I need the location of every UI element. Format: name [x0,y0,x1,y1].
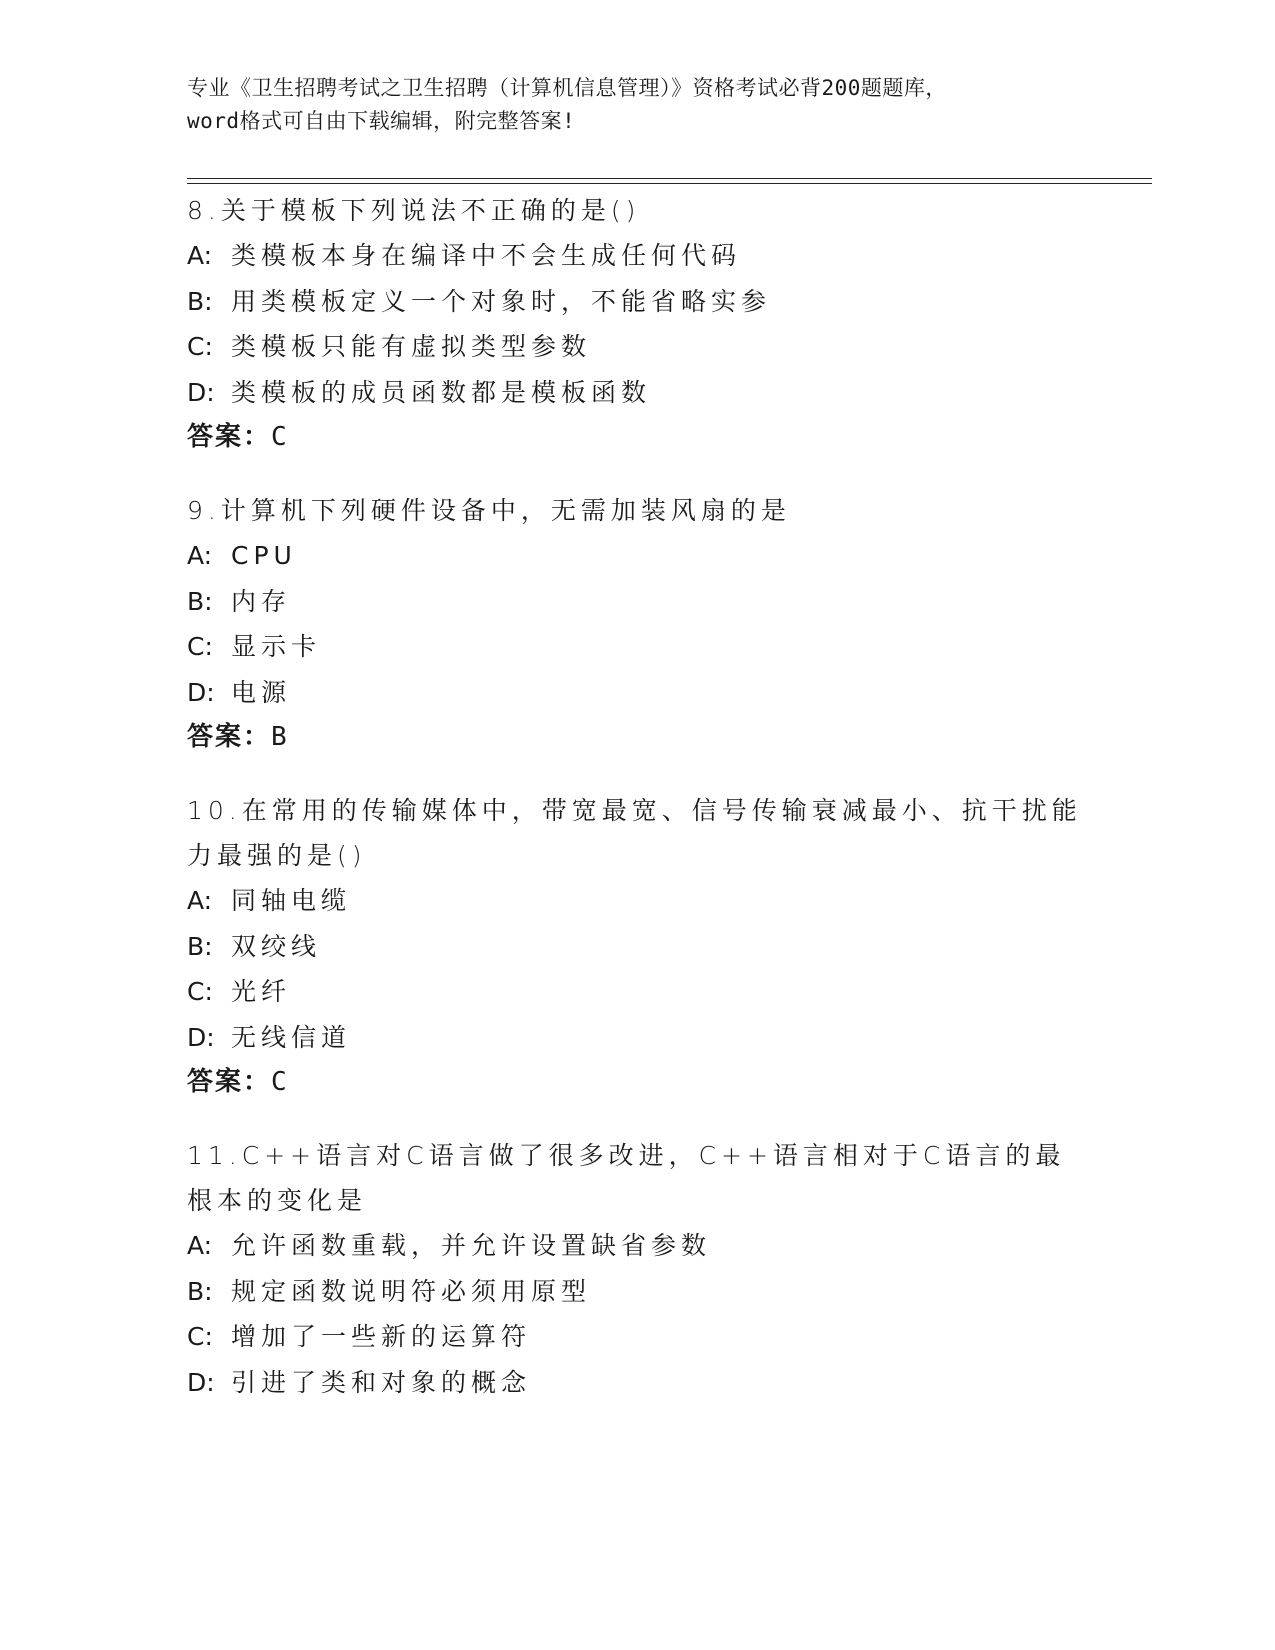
option-letter: D: [187,1367,215,1397]
option-a [187,878,1087,924]
answer-line [187,415,1087,460]
option-text: 增加了一些新的运算符 [231,1322,532,1351]
option-c [187,624,1087,670]
question-9 [187,488,1087,760]
option-text: 允许函数重载，并允许设置缺省参数 [231,1231,712,1260]
answer-line [187,1060,1087,1105]
option-letter: A: [187,886,213,915]
answer-label: 答案： [187,1067,272,1097]
option-letter: B: [187,1276,213,1306]
option-letter: C: [187,977,213,1006]
option-text: 类模板本身在编译中不会生成任何代码 [231,241,742,270]
answer-line [187,715,1087,760]
option-d [187,1360,1087,1406]
option-letter: D: [187,1022,215,1052]
option-a [187,233,1087,279]
question-8 [187,188,1087,460]
answer-value: C [271,422,289,452]
option-letter: C: [187,632,213,661]
question-stem: 11.C++语言对C语言做了很多改进，C++语言相对于C语言的最根本的变化是 [187,1141,1066,1215]
header-line-2: word格式可自由下载编辑，附完整答案! [187,109,576,133]
question-stem: 9.计算机下列硬件设备中，无需加装风扇的是 [187,496,791,525]
option-letter: B: [187,931,213,961]
option-text: 显示卡 [231,632,322,661]
option-letter: D: [187,377,215,407]
option-c [187,324,1087,370]
answer-label: 答案： [187,422,272,452]
option-d [187,370,1087,416]
header-line-1: 专业《卫生招聘考试之卫生招聘（计算机信息管理）》资格考试必背200题题库， [187,76,947,100]
option-letter: D: [187,677,215,707]
option-text: CPU [231,541,297,570]
option-text: 类模板只能有虚拟类型参数 [231,332,592,361]
option-c [187,969,1087,1015]
option-text: 用类模板定义一个对象时，不能省略实参 [231,286,772,316]
option-text: 引进了类和对象的概念 [231,1367,532,1397]
option-text: 电源 [231,677,292,707]
option-letter: C: [187,1322,213,1351]
option-text: 光纤 [231,977,292,1006]
answer-value: B [271,722,289,752]
option-letter: A: [187,1231,213,1260]
option-letter: C: [187,332,213,361]
option-text: 类模板的成员函数都是模板函数 [231,377,652,407]
option-c [187,1314,1087,1360]
answer-label: 答案： [187,722,272,752]
option-d [187,1015,1087,1061]
option-b [187,1269,1087,1315]
question-11 [187,1133,1087,1405]
header-divider-top [187,178,1152,179]
option-a [187,533,1087,579]
question-stem: 10.在常用的传输媒体中，带宽最宽、信号传输衰减最小、抗干扰能力最强的是() [187,796,1082,870]
question-list [187,188,1087,1433]
header-divider-bottom [187,183,1152,184]
answer-value: C [271,1067,289,1097]
option-letter: B: [187,586,213,616]
option-letter: B: [187,286,213,316]
option-b [187,279,1087,325]
option-text: 规定函数说明符必须用原型 [231,1276,592,1306]
option-text: 双绞线 [231,931,322,961]
document-header [187,72,1087,138]
option-a [187,1223,1087,1269]
option-d [187,670,1087,716]
option-text: 无线信道 [231,1022,352,1052]
option-b [187,579,1087,625]
option-text: 同轴电缆 [231,886,352,915]
question-stem: 8.关于模板下列说法不正确的是() [187,196,641,225]
option-letter: A: [187,241,213,270]
question-10 [187,788,1087,1105]
option-b [187,924,1087,970]
option-text: 内存 [231,586,292,616]
option-letter: A: [187,541,213,570]
